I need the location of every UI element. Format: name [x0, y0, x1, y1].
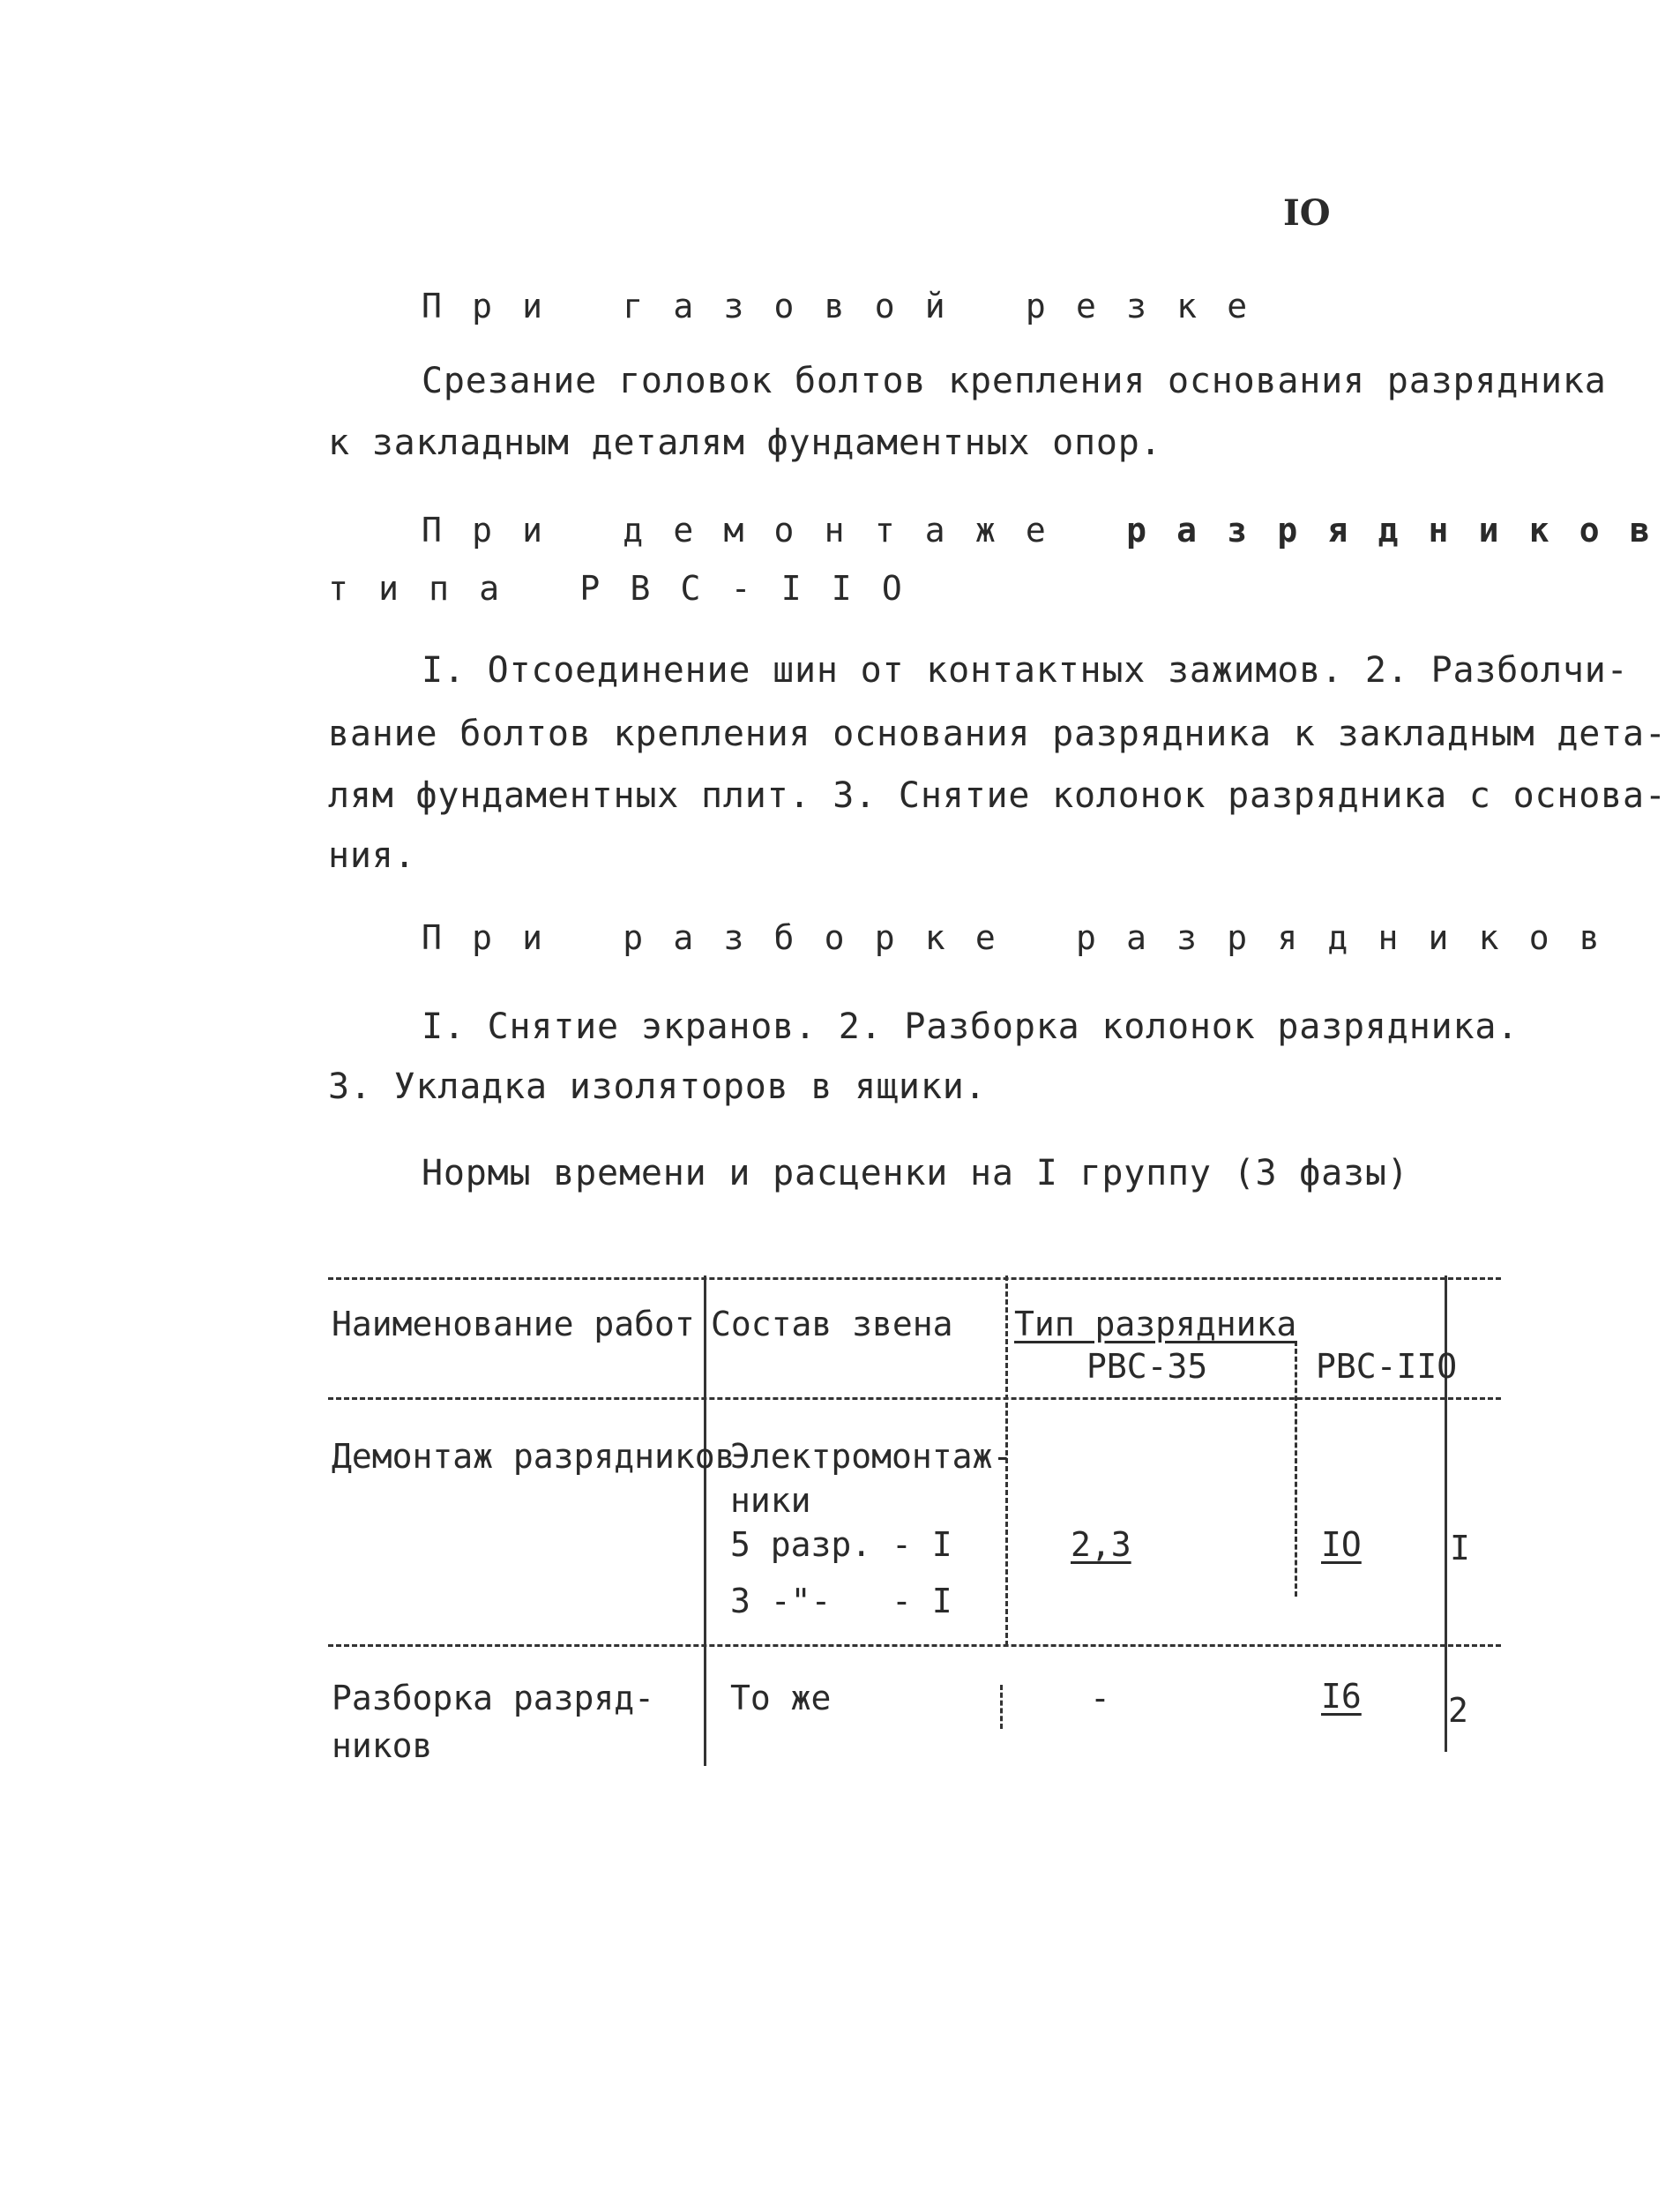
disassembly-line-1: I. Снятие экранов. 2. Разборка колонок разрядника. — [422, 1006, 1519, 1047]
row1-crew-line-4: 3 -"- - I — [730, 1582, 952, 1620]
table-rule-top — [328, 1277, 1501, 1280]
dismantle-heading — [422, 511, 1680, 550]
dismantle-line-4: ния. — [328, 835, 416, 876]
row2-work-name-line-2: ников — [332, 1726, 433, 1765]
table-vrule-1 — [704, 1276, 706, 1766]
gas-cutting-heading: При газовой резке — [422, 287, 1278, 325]
row2-work-name-line-1: Разборка разряд- — [332, 1679, 655, 1717]
row1-value-rvs35: 2,3 — [1071, 1525, 1131, 1564]
gas-cutting-line-1: Срезание головок болтов крепления основания разрядника — [422, 361, 1607, 401]
row1-crew-line-1: Электромонтаж- — [730, 1437, 1013, 1476]
header-type-a: РВС-35 — [1086, 1347, 1208, 1386]
row2-crew: То же — [730, 1679, 832, 1717]
header-type-group: Тип разрядника — [1014, 1305, 1297, 1343]
header-crew: Состав звена — [711, 1305, 953, 1343]
row1-work-name: Демонтаж разрядников — [332, 1437, 735, 1476]
table-vrule-3 — [1295, 1341, 1297, 1597]
page-number: IO — [1283, 192, 1331, 234]
table-vrule-2b — [1000, 1685, 1003, 1729]
table-rule-row — [328, 1644, 1501, 1647]
row2-number: 2 — [1448, 1691, 1468, 1730]
header-work-name: Наименование работ — [332, 1305, 695, 1343]
row1-crew-line-2: ники — [730, 1481, 811, 1520]
disassembly-line-2: 3. Укладка изоляторов в ящики. — [328, 1066, 987, 1107]
table-rule-header — [328, 1397, 1501, 1400]
table-caption: Нормы времени и расценки на I группу (3 фазы) — [422, 1153, 1409, 1193]
dismantle-heading-text: При демонтаже — [422, 511, 1127, 550]
dismantle-heading-line-2: типа РВС-IIО — [328, 569, 932, 608]
dismantle-line-1: I. Отсоединение шин от контактных зажимов. 2. Разболчи- — [422, 650, 1629, 691]
gas-cutting-line-2: к закладным деталям фундаментных опор. — [328, 423, 1162, 463]
row2-value-rvs110: I6 — [1321, 1677, 1362, 1716]
header-type-b: РВС-IIО — [1316, 1347, 1458, 1386]
dismantle-line-2: вание болтов крепления основания разрядника к закладным дета- — [328, 714, 1667, 754]
row1-number: I — [1450, 1529, 1470, 1567]
row1-value-rvs110: IO — [1321, 1525, 1362, 1564]
disassembly-heading: При разборке разрядников — [422, 918, 1630, 957]
row2-value-rvs35: - — [1090, 1679, 1110, 1717]
dismantle-line-3: лям фундаментных плит. 3. Снятие колонок разрядника с основа- — [328, 775, 1667, 816]
dismantle-heading-bold: разрядников — [1126, 511, 1680, 550]
row1-crew-line-3: 5 разр. - I — [730, 1525, 952, 1564]
